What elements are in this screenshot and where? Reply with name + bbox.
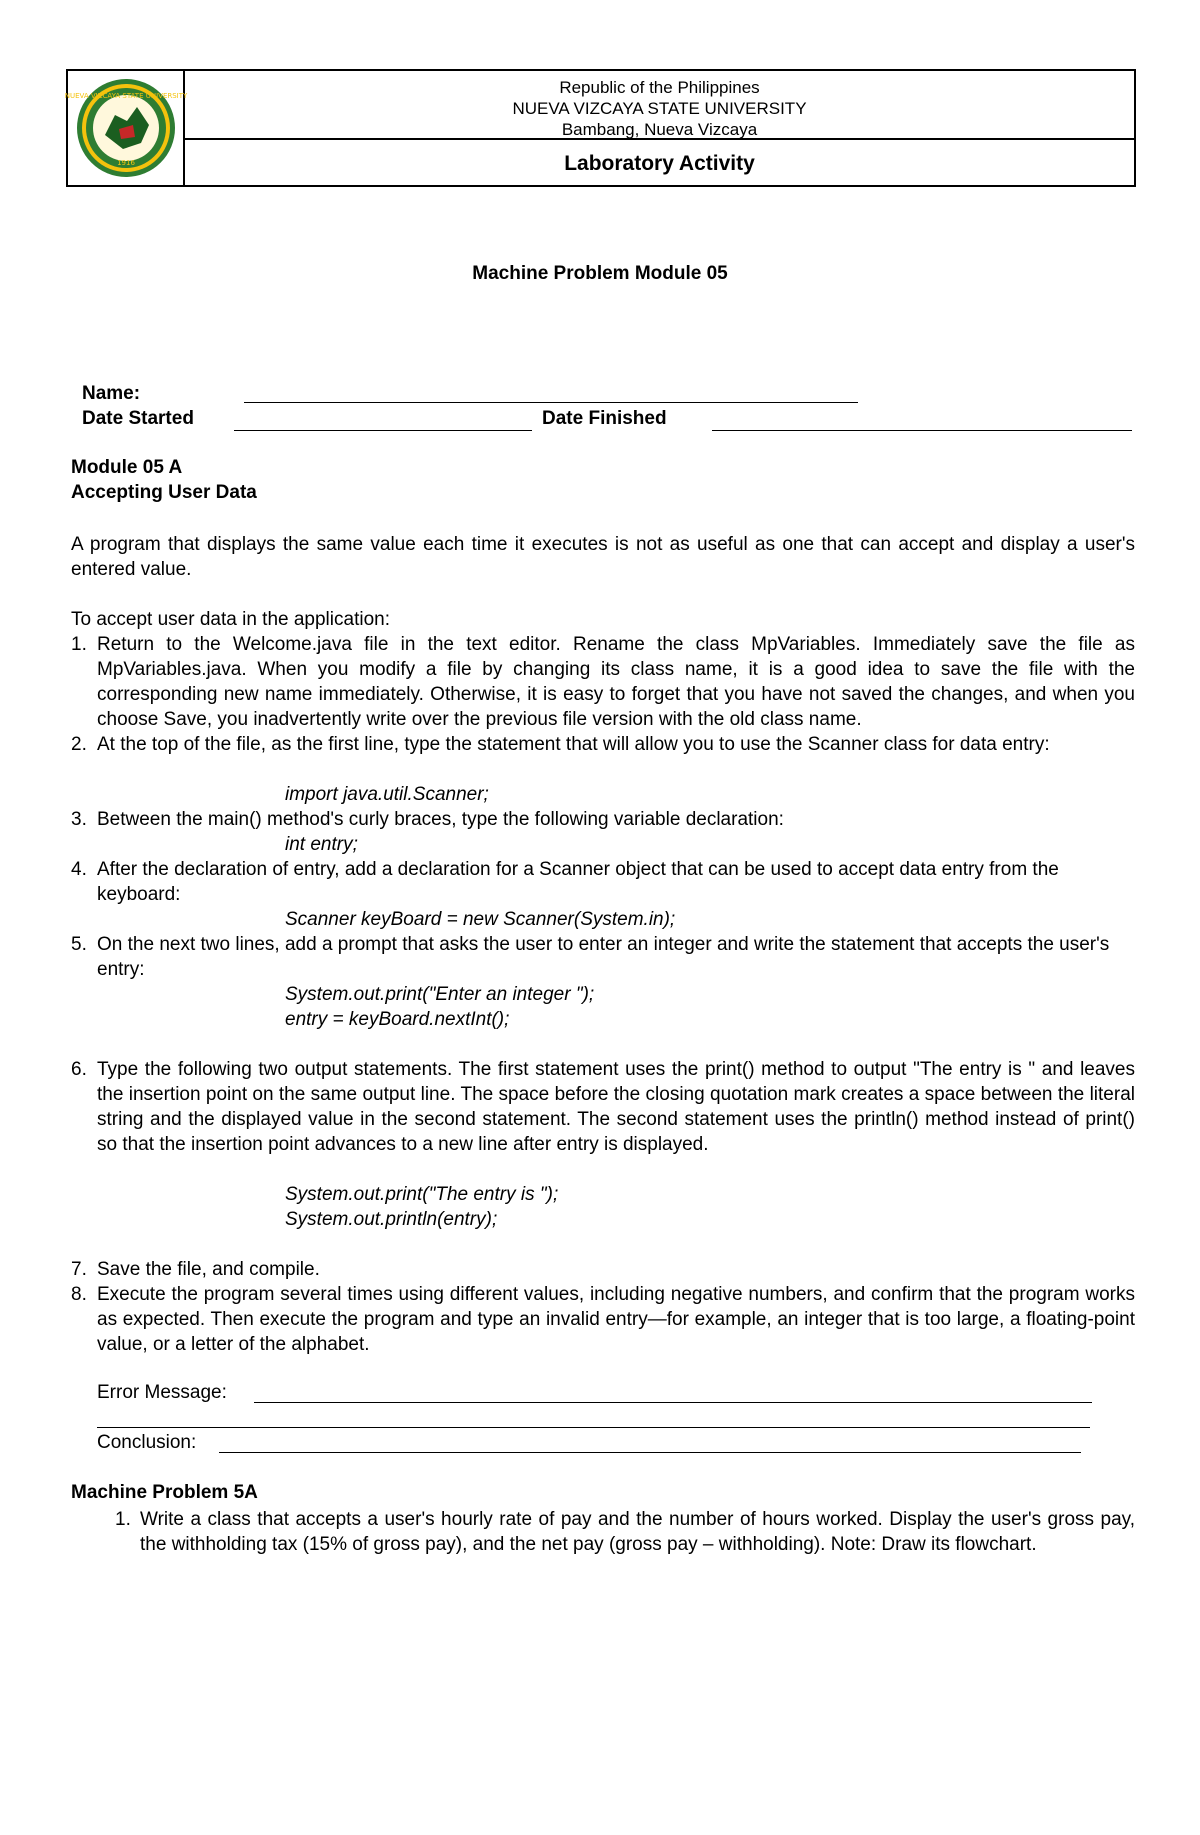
seal-text: NUEVA VIZCAYA STATE UNIVERSITY [64,92,187,100]
seal-year: 1916 [116,159,135,167]
code-line: System.out.print("Enter an integer "); [285,984,595,1005]
header-republic: Republic of the Philippines [559,78,760,97]
code-line: System.out.print("The entry is "); [285,1184,559,1205]
error-message-field-line2[interactable] [97,1427,1090,1428]
header-location: Bambang, Nueva Vizcaya [561,120,758,139]
module-code: Module 05 A [71,457,183,478]
header-university: NUEVA VIZCAYA STATE UNIVERSITY [512,99,807,118]
conclusion-field[interactable] [219,1452,1081,1453]
header-activity: Laboratory Activity [564,152,755,175]
conclusion-label: Conclusion: [97,1432,197,1453]
error-message-label: Error Message: [97,1382,227,1403]
header-institution [185,71,1134,140]
university-seal-icon [64,77,187,179]
date-started-label: Date Started [82,408,194,429]
name-label: Name: [82,383,141,404]
code-line: import java.util.Scanner; [285,784,489,805]
steps-intro: To accept user data in the application: [71,609,390,630]
header-table [66,69,1136,187]
page-title: Machine Problem Module 05 [472,263,728,284]
module-intro: A program that displays the same value each time it executes is not as useful as one that can accept and display a user's entered value. [71,534,1135,580]
code-line: Scanner keyBoard = new Scanner(System.in); [285,909,676,930]
mp-title: Machine Problem 5A [71,1482,258,1503]
code-line: entry = keyBoard.nextInt(); [285,1009,510,1030]
module-subtitle: Accepting User Data [71,482,257,503]
code-line: int entry; [285,834,358,855]
error-message-field[interactable] [254,1402,1092,1403]
date-finished-label: Date Finished [542,408,667,429]
date-started-field[interactable] [234,430,532,431]
code-line: System.out.println(entry); [285,1209,498,1230]
logo-cell [64,71,187,185]
name-field[interactable] [244,402,858,403]
date-finished-field[interactable] [712,430,1132,431]
